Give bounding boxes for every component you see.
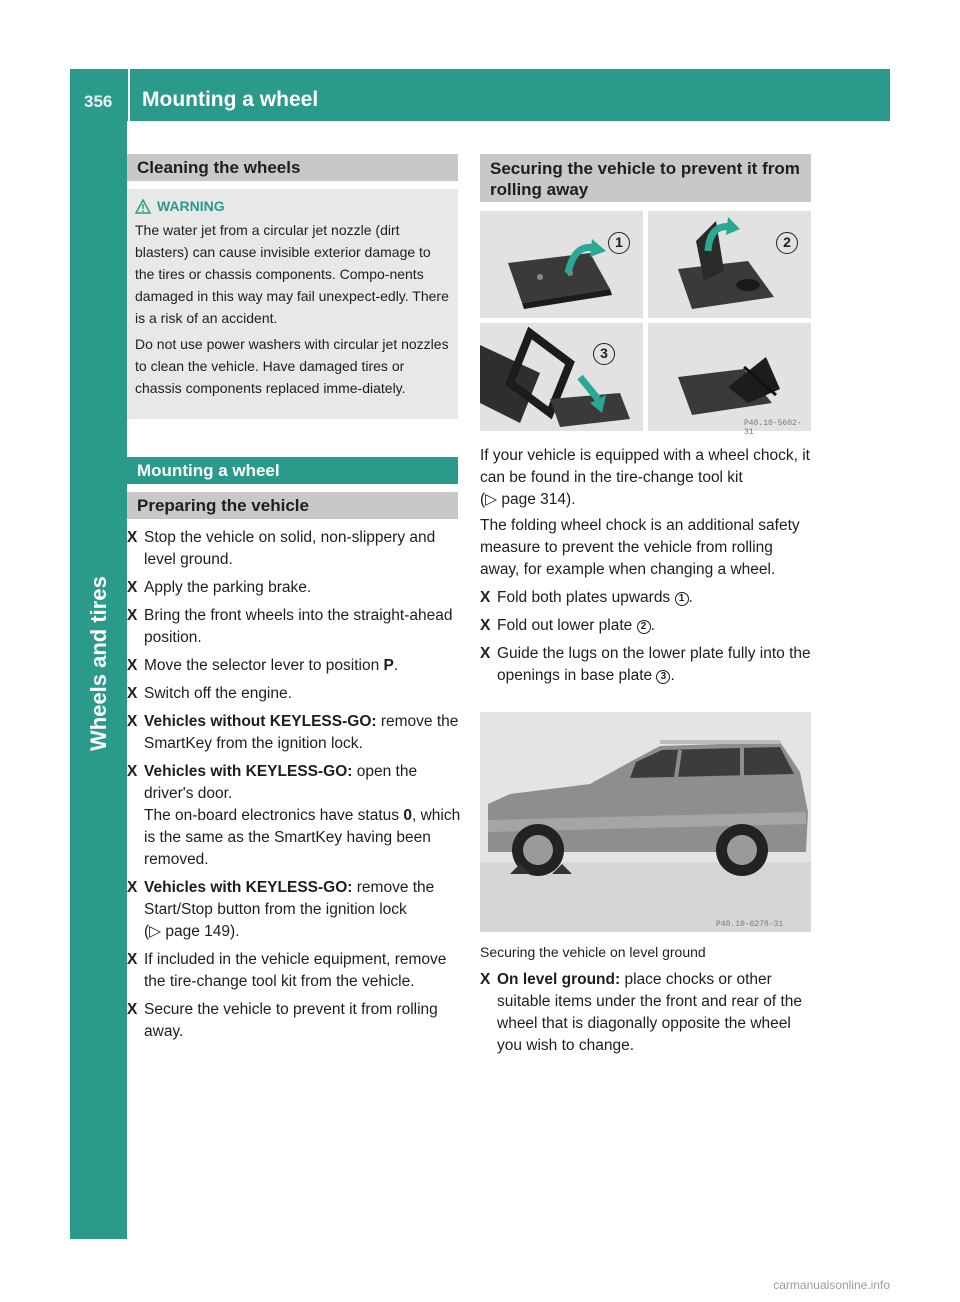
list-item: X Move the selector lever to position P.	[127, 657, 399, 674]
page-reference: (▷ page 149).	[144, 923, 240, 940]
warning-title	[135, 195, 450, 217]
warning-label: WARNING	[157, 198, 225, 214]
warning-triangle-icon	[135, 199, 151, 214]
warning-text-2: Do not use power washers with circular jet nozzles to clean the vehicle. Have damaged tires or chassis components replaced imme-diately.	[135, 336, 449, 396]
chock-paragraph-2: The folding wheel chock is an additional safety measure to prevent the vehicle from rolling away, for example when changing a wheel.	[480, 517, 800, 578]
cleaning-heading: Cleaning the wheels	[127, 154, 458, 181]
list-item: X Stop the vehicle on solid, non-slippery and level ground.	[127, 529, 436, 568]
chapter-label-wrap	[70, 121, 127, 761]
page-reference: (▷ page 314).	[480, 491, 576, 508]
preparing-heading: Preparing the vehicle	[127, 492, 458, 519]
mounting-heading: Mounting a wheel	[127, 457, 458, 484]
warning-text-1: The water jet from a circular jet nozzle (dirt blasters) can cause invisible exterior damage to the tires or chassis components. Compo-nents damaged in this way may fail unexpect-edly. There is a risk of an accident.	[135, 222, 449, 326]
chock-panel-4	[648, 323, 811, 437]
list-item: X Secure the vehicle to prevent it from rolling away.	[127, 1001, 438, 1040]
chock-illustration-3	[480, 323, 643, 431]
callout-2: 2	[776, 232, 798, 254]
list-item: X If included in the vehicle equipment, remove the tire-change tool kit from the vehicle.	[127, 951, 447, 990]
header-divider	[128, 69, 130, 121]
list-item: X Fold both plates upwards 1 .	[480, 589, 693, 606]
securing-heading: Securing the vehicle to prevent it from rolling away	[480, 154, 811, 202]
figure-code: P40.10-6278-31	[716, 920, 784, 929]
list-item: X Vehicles with KEYLESS-GO: remove the Start/Stop button from the ignition lock (▷ page 149).	[127, 879, 435, 940]
list-item: X Bring the front wheels into the straight-ahead position.	[127, 607, 453, 646]
list-item: X Switch off the engine.	[127, 685, 292, 702]
callout-3: 3	[593, 343, 615, 365]
callout-ref: 3	[656, 670, 670, 684]
figure-code: P40.10-5602-31	[744, 419, 802, 437]
figure-caption: Securing the vehicle on level ground	[480, 944, 706, 960]
source-watermark: carmanualsonline.info	[773, 1278, 890, 1292]
callout-ref: 2	[637, 620, 651, 634]
list-item: X On level ground: place chocks or other suitable items under the front and rear of the wheel that is diagonally opposite the wheel you wish to change.	[480, 971, 803, 1054]
list-item: X Guide the lugs on the lower plate fully into the openings in base plate 3 .	[480, 645, 811, 684]
warning-box	[127, 189, 458, 419]
chock-illustration-2	[648, 211, 811, 318]
vehicle-figure	[480, 712, 811, 932]
chock-illustration-1	[480, 211, 643, 318]
page-title: Mounting a wheel	[142, 88, 319, 111]
list-item: X Vehicles with KEYLESS-GO: open the driver's door. The on-board electronics have status 0, which is the same as the SmartKey having been removed.	[127, 763, 461, 868]
chapter-label: Wheels and tires	[86, 576, 111, 751]
chock-panel-1	[480, 211, 643, 318]
callout-1: 1	[608, 232, 630, 254]
list-item: X Vehicles without KEYLESS-GO: remove the SmartKey from the ignition lock.	[127, 713, 459, 752]
chock-paragraph-1: If your vehicle is equipped with a wheel chock, it can be found in the tire-change tool kit (▷ page 314).	[480, 447, 810, 508]
callout-ref: 1	[675, 592, 689, 606]
chock-illustration-4	[648, 323, 811, 431]
list-item: X Fold out lower plate 2 .	[480, 617, 655, 634]
chock-text	[480, 445, 814, 693]
vehicle-on-level-ground-illustration	[480, 712, 811, 932]
chock-panel-3	[480, 323, 643, 431]
preparing-steps	[127, 527, 461, 1049]
page-number: 356	[84, 92, 113, 111]
chock-panel-2	[648, 211, 811, 318]
level-ground-steps	[480, 969, 814, 1063]
list-item: X Apply the parking brake.	[127, 579, 312, 596]
